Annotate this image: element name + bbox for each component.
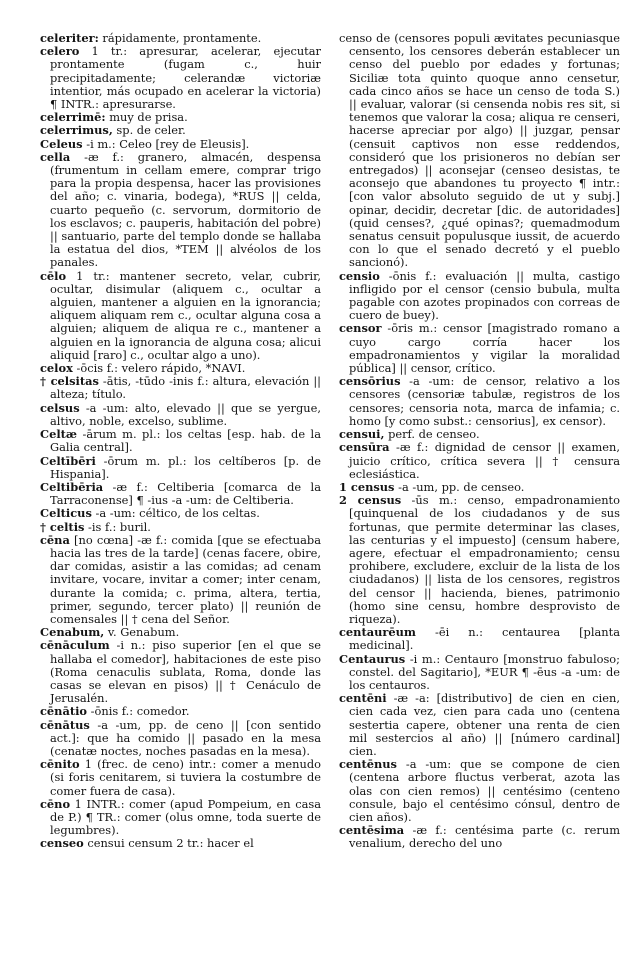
dictionary-entry <box>40 455 321 481</box>
dictionary-entry <box>339 441 620 481</box>
entry-definition: -i m.: Centauro [monstruo fabuloso; constel. del Sagitario], *EUR ¶ -ēus -a -um: de los centauros. <box>349 651 620 692</box>
entry-headword: censui, <box>339 427 385 442</box>
entry-definition: [no cœna] -æ f.: comida [que se efectuaba hacia las tres de la tarde] (cenas facere, obire, dar comidas, asistir a las comidas; ad cenam invitare, vocare, invitar a comer; inter cenam, durante la comida; c. prima, altera, tertia, primer, segundo, tercer plato) || reunión de comensales || † cena del Señor. <box>50 532 321 626</box>
dictionary-entry <box>339 653 620 693</box>
entry-definition: -æ f.: granero, almacén, despensa (frumentum in cellam emere, comprar trigo para la propia despensa, hacer las provisiones del año; c. vinaria, bodega), *RUS || celda, cuarto pequeño (c. servorum, dormitorio de los esclavos; c. pauperis, habitación del pobre) || santuario, parte del templo donde se hallaba la estatua del dios, *TEM || alvéolos de los panales. <box>50 149 321 270</box>
entry-headword: centēnus <box>339 757 397 772</box>
dictionary-entry <box>40 758 321 798</box>
entry-headword: cēnito <box>40 757 80 772</box>
entry-definition: -æ f.: dignidad de censor || examen, juicio crítico, crítica severa || † censura eclesiástica. <box>349 440 620 481</box>
entry-headword: 2 census <box>339 493 402 508</box>
entry-definition: -ōnis f.: evaluación || multa, castigo infligido por el censor (censio bubula, multa pagable con azotes propinados con correas de cuero de buey). <box>349 268 620 323</box>
entry-headword: censūra <box>339 440 390 455</box>
entry-headword: cella <box>40 149 71 164</box>
entry-headword: cēlo <box>40 268 67 283</box>
entry-definition: 1 tr.: apresurar, acelerar, ejecutar prontamente (fugam c., huir precipitadamente; celerandæ victoriæ intentior, más ocupado en acelerar la victoria) ¶ INTR.: apresurarse. <box>50 44 321 112</box>
entry-definition: 1 (frec. de ceno) intr.: comer a menudo (si foris cenitarem, si tuviera la costumbre de comer fuera de casa). <box>50 757 321 798</box>
dictionary-entry <box>339 824 620 850</box>
entry-definition: -æ f.: Celtiberia [comarca de la Tarraconense] ¶ -ius -a -um: de Celtiberia. <box>50 479 321 508</box>
entry-headword: celerrimē: <box>40 110 106 125</box>
dictionary-entry <box>40 639 321 705</box>
entry-headword: † celsitas <box>40 374 99 389</box>
entry-definition: -ōris m.: censor [magistrado romano a cuyo cargo corría hacer los empadronamientos y vigilar la moralidad pública] || censor, crítico. <box>349 321 620 376</box>
entry-definition: -i m.: Celeo [rey de Eleusis]. <box>82 136 250 151</box>
entry-definition: -i n.: piso superior [en el que se hallaba el comedor], habitaciones de este piso (Roma cenaculis sublata, Roma, donde las casas se elevan en pisos) || † Cenáculo de Jerusalén. <box>50 638 321 706</box>
dictionary-entry <box>40 151 321 270</box>
entry-definition: muy de prisa. <box>105 110 188 125</box>
dictionary-entry <box>40 375 321 401</box>
entry-definition: -ūs m.: censo, empadronamiento [quinquenal de los ciudadanos y de sus fortunas, que permite determinar las clases, las centurias y el impuesto] (censum habere, agere, efectuar el empadronamiento; censu prohibere, excludere, excluir de la lista de los ciudadanos) || lista de los censores, registros del censor || hacienda, bienes, patrimonio (homo sine censu, hombre desprovisto de riqueza). <box>349 493 620 626</box>
entry-headword: censeo <box>40 836 84 851</box>
dictionary-entry <box>339 375 620 428</box>
entry-headword: censio <box>339 268 380 283</box>
entry-headword: cēno <box>40 796 71 811</box>
dictionary-entry <box>40 402 321 428</box>
dictionary-entry <box>339 322 620 375</box>
dictionary-entry <box>339 494 620 626</box>
entry-headword: celeriter: <box>40 32 99 45</box>
entry-definition: censo de (censores populi ævitates pecuniasque censento, los censores deberán establecer un censo del pueblo por edades y fortunas; Siciliæ tota quinto quoque anno censetur, cada cinco años se hace un censo de toda S.) || evaluar, valorar (si censenda nobis res sit, si tenemos que valorar la cosa; aliqua re censeri, hacerse apreciar por algo) || juzgar, pensar (censuit captivos non esse reddendos, consideró que los prisioneros no debían ser entregados) || aconsejar (censeo desistas, te aconsejo que abandones tu proyecto ¶ intr.: [con valor absoluto seguido de ut y subj.] opinar, decidir, decretar [dic. de autoridades] (quid censes?, ¿qué opinas?; quemadmodum senatus censuit populusque iussit, de acuerdo con lo que el senado decretó y el pueblo sancionó). <box>339 32 620 270</box>
entry-definition: -æ -a: [distributivo] de cien en cien, cien cada vez, cien para cada uno (centena sestertia capere, obtener una renta de cien mil sestercios al año) || [número cardinal] cien. <box>349 691 620 758</box>
entry-headword: 1 census <box>339 479 395 494</box>
dictionary-entry <box>40 534 321 626</box>
entry-definition: -ārum m. pl.: los celtas [esp. hab. de la Galia central]. <box>50 427 321 455</box>
dictionary-entry <box>40 270 321 362</box>
entry-headword: cēnātus <box>40 717 90 732</box>
dictionary-entry <box>339 692 620 758</box>
entry-headword: Celeus <box>40 136 83 151</box>
entry-definition: -a -um: céltico, de los celtas. <box>91 506 260 521</box>
entry-definition: -a -um: alto, elevado || que se yergue, altivo, noble, excelso, sublime. <box>50 400 321 428</box>
entry-headword: Centaurus <box>339 651 406 666</box>
entry-headword: Cenabum, <box>40 625 105 640</box>
entry-headword: celerrimus, <box>40 123 113 138</box>
entry-definition: rápidamente, prontamente. <box>98 32 262 45</box>
entry-definition: v. Genabum. <box>104 625 180 640</box>
dictionary-entry <box>40 428 321 454</box>
dictionary-entry <box>339 758 620 824</box>
entry-definition: -ātis, -tūdo -inis f.: altura, elevación || alteza; título. <box>50 374 321 402</box>
entry-definition: -æ f.: centésima parte (c. rerum venalium, derecho del uno <box>349 823 620 851</box>
dictionary-entry <box>40 837 321 850</box>
entry-definition: sp. de celer. <box>112 123 186 138</box>
entry-headword: cēna <box>40 532 70 547</box>
right-column <box>339 32 620 974</box>
entry-headword: cēnāculum <box>40 638 110 653</box>
entry-definition: 1 INTR.: comer (apud Pompeium, en casa de P.) ¶ TR.: comer (olus omne, toda suerte de legumbres). <box>50 796 321 838</box>
entry-definition: -ōnis f.: comedor. <box>87 704 190 719</box>
dictionary-entry <box>40 798 321 838</box>
dictionary-entry <box>339 32 620 270</box>
entry-headword: celsus <box>40 400 80 415</box>
entry-headword: centēsima <box>339 823 405 838</box>
dictionary-entry <box>339 626 620 652</box>
entry-headword: Celticus <box>40 506 92 521</box>
entry-definition: -a -um: que se compone de cien (centena arbore fluctus verberat, azota las olas con cien remos) || centésimo (centeno consule, bajo el centésimo cónsul, dentro de cien años). <box>349 757 620 824</box>
entry-headword: cēnātio <box>40 704 88 719</box>
entry-headword: centaurēum <box>339 625 416 640</box>
dictionary-entry <box>339 270 620 323</box>
entry-headword: † celtis <box>40 519 85 534</box>
entry-definition: -a -um, pp. de ceno || [con sentido act.]: que ha comido || pasado en la mesa (cenatæ noctes, noches pasadas en la mesa). <box>50 717 321 758</box>
entry-headword: centēni <box>339 691 387 706</box>
entry-headword: Celtībēri <box>40 453 96 468</box>
dictionary-entry <box>40 481 321 507</box>
dictionary-entry <box>40 719 321 759</box>
entry-headword: censōrius <box>339 374 401 389</box>
entry-headword: celox <box>40 361 73 376</box>
entry-headword: celero <box>40 44 80 59</box>
entry-definition: -ōcis f.: velero rápido, *NAVI. <box>72 361 246 376</box>
entry-definition: -a -um: de censor, relativo a los censores (censoriæ tabulæ, registros de los censores; censoria nota, marca de infamia; c. homo [y como subst.: censorius], ex censor). <box>349 374 620 428</box>
entry-definition: -a -um, pp. de censeo. <box>394 479 525 494</box>
left-column <box>40 32 321 974</box>
entry-headword: Celtibēria <box>40 479 104 494</box>
entry-definition: censui censum 2 tr.: hacer el <box>83 836 254 851</box>
entry-definition: -ēi n.: centaurea [planta medicinal]. <box>349 625 620 653</box>
entry-definition: -ōrum m. pl.: los celtíberos [p. de Hispania]. <box>50 453 321 481</box>
entry-headword: censor <box>339 321 382 336</box>
dictionary-entry <box>40 45 321 111</box>
entry-headword: Celtæ <box>40 427 78 442</box>
entry-definition: perf. de censeo. <box>384 427 480 442</box>
entry-definition: -is f.: buril. <box>84 519 151 534</box>
entry-definition: 1 tr.: mantener secreto, velar, cubrir, ocultar, disimular (aliquem c., ocultar a alguien, mantener a alguien en la ignorancia; aliquem aliquam rem c., ocultar alguna cosa a alguien; aliquem de aliqua re c., mantener a alguien en la ignorancia de alguna cosa; alicui aliquid [raro] c., ocultar algo a uno). <box>50 268 321 362</box>
